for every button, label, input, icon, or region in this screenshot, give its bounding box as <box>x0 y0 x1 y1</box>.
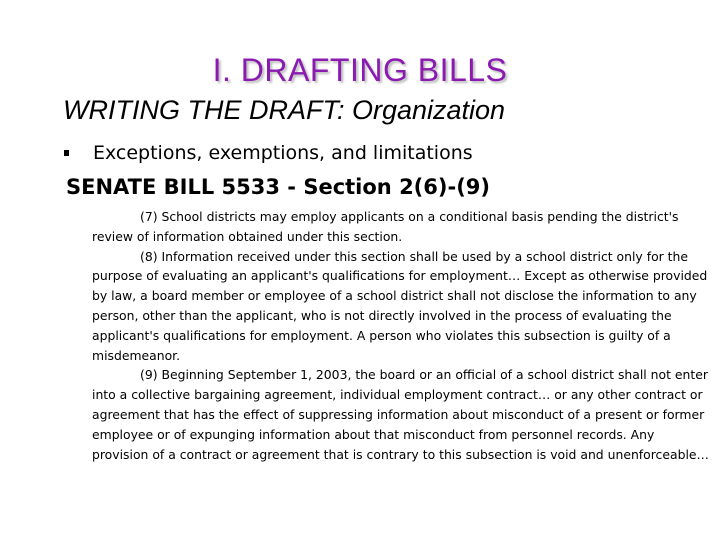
paragraph-9: (9) Beginning September 1, 2003, the board or an official of a school district shall not enter into a collective bargaining agreement, individual employment contract… or any other contract or agreement that has the effect of suppressing information about misconduct of a present or former employee or of expunging information about that misconduct from personnel records. Any provision of a contract or agreement that is contrary to this subsection is void and unenforceable… <box>92 367 709 462</box>
statute-text <box>92 207 710 464</box>
slide-title: I. DRAFTING BILLS <box>212 52 508 88</box>
paragraph-7: (7) School districts may employ applicants on a conditional basis pending the district's review of information obtained under this section. <box>92 209 679 244</box>
bullet-text: Exceptions, exemptions, and limitations <box>93 142 473 164</box>
slide-subtitle: WRITING THE DRAFT: Organization <box>63 95 506 125</box>
paragraph-8: (8) Information received under this section shall be used by a school district only for the purpose of evaluating an applicant's qualifications for employment… Except as otherwise provided by law, a board member or employee of a school district shall not disclose the information to any person, other than the applicant, who is not directly involved in the process of evaluating the applicant's qualifications for employment. A person who violates this subsection is guilty of a misdemeanor. <box>92 248 708 363</box>
bullet-item <box>64 140 473 166</box>
bullet-square-icon <box>64 150 69 156</box>
section-heading: SENATE BILL 5533 - Section 2(6)-(9) <box>66 175 491 199</box>
